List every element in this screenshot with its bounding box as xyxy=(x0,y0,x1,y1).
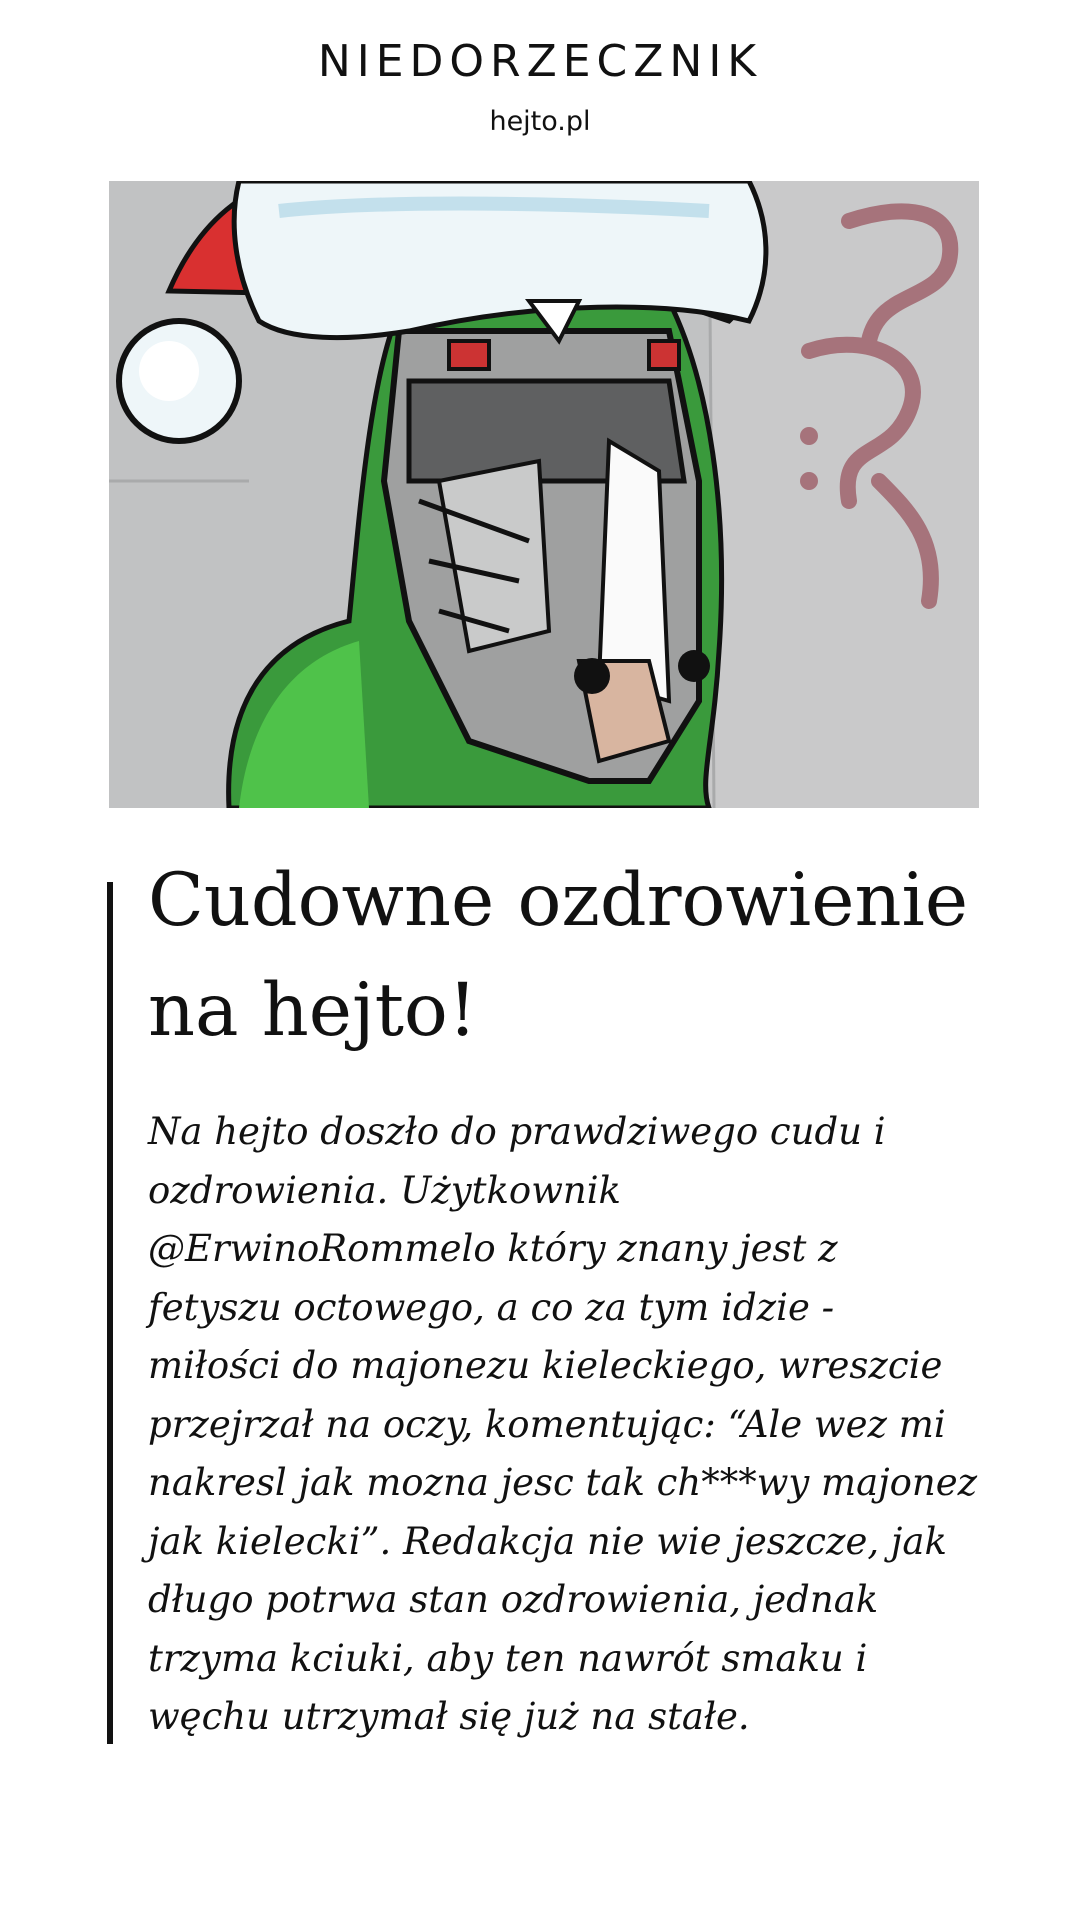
article-headline: Cudowne ozdrowienie na hejto! xyxy=(148,858,969,1053)
source-label: hejto.pl xyxy=(489,106,591,137)
article-accent-bar xyxy=(107,882,113,1744)
masthead-title: NIEDORZECZNIK xyxy=(317,36,763,87)
santa-hat-horse-mask-icon xyxy=(109,181,979,808)
hero-image xyxy=(109,181,979,808)
article-body: Na hejto doszło do prawdziwego cudu i ozdrowienia. Użytkownik @ErwinoRommelo który znany jest z fetyszu octowego, a co za tym idzie - miłości do majonezu kieleckiego, wreszcie przejrzał na oczy, komentując: “Ale wez mi nakresl jak mozna jesc tak ch***wy majonez jak kielecki”. Redakcja nie wie jeszcze, jak długo potrwa stan ozdrowienia, jednak trzyma kciuki, aby ten nawrót smaku i węchu utrzymał się już na stałe. xyxy=(148,1110,978,1738)
